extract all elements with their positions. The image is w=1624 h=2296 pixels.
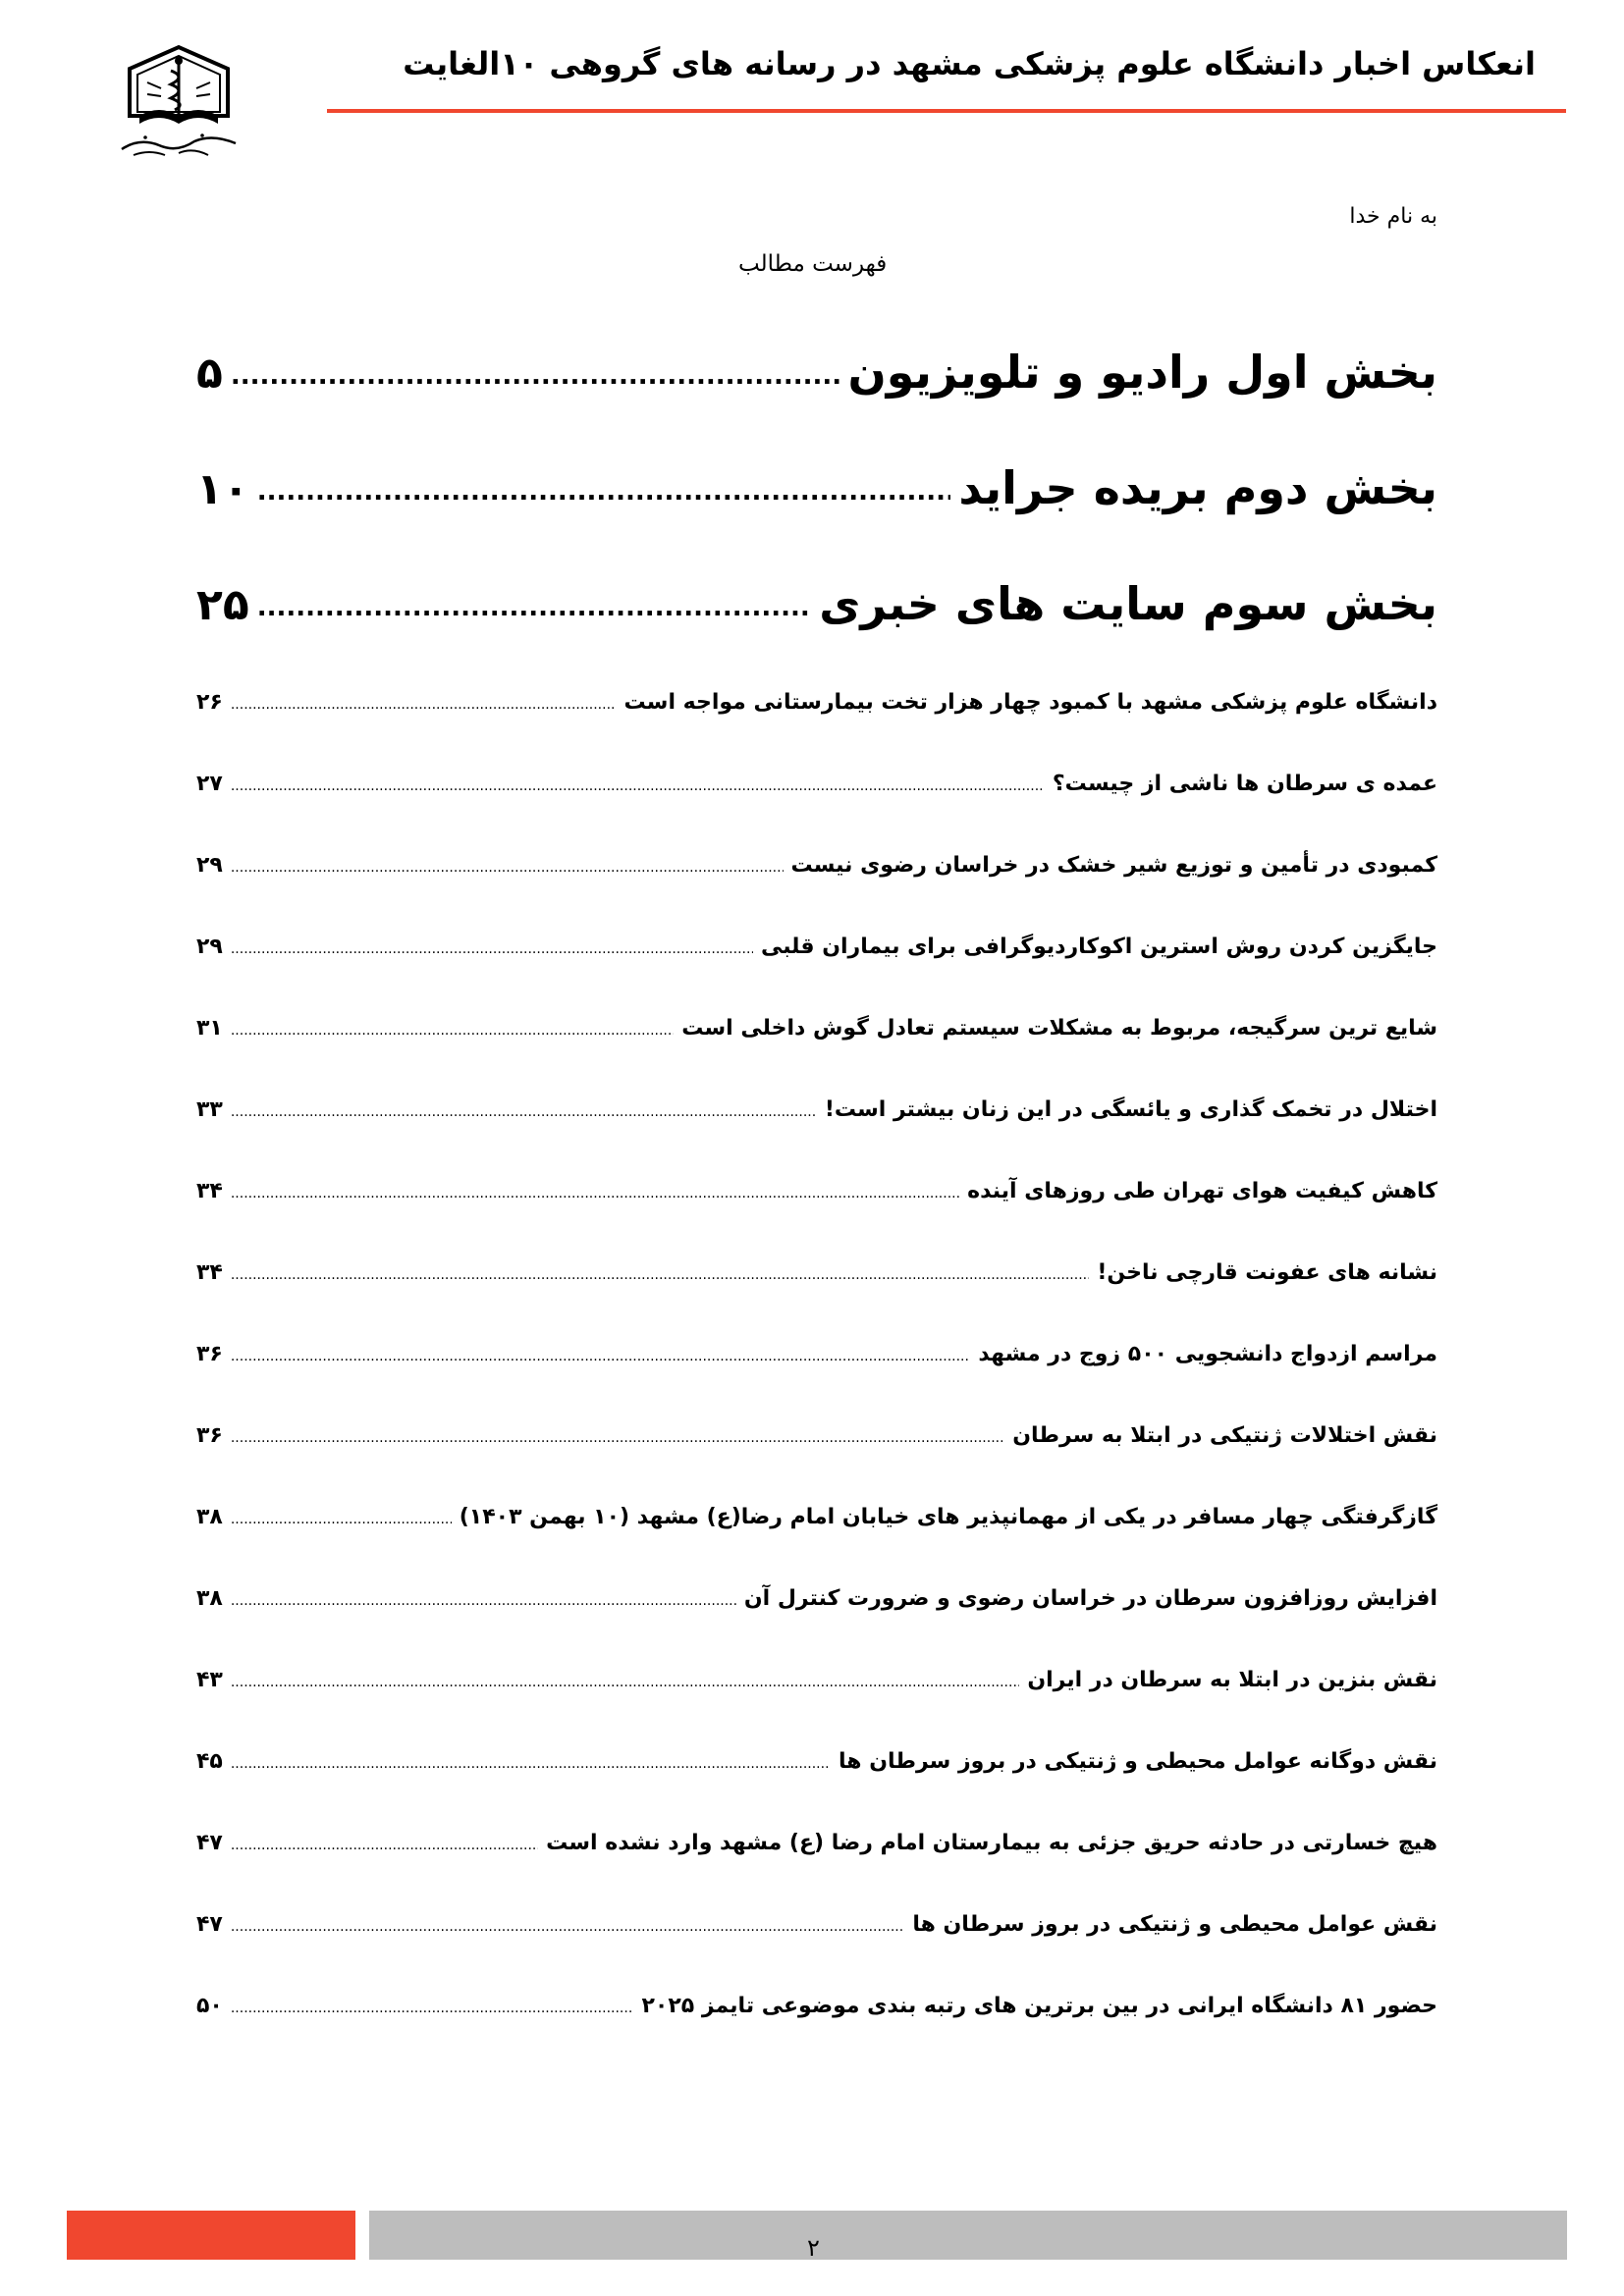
toc-entry-page-number: ۳۴ — [196, 1179, 223, 1203]
footer-accent-bar — [67, 2211, 355, 2260]
toc-section-page-number: ۵ — [196, 348, 223, 399]
toc-entry-row[interactable] — [196, 1749, 1437, 1774]
dot-leader — [231, 1350, 971, 1363]
dot-leader — [231, 698, 617, 712]
toc-entry-row[interactable] — [196, 1179, 1437, 1203]
toc-entry-row[interactable] — [196, 1097, 1437, 1122]
dot-leader — [231, 1105, 817, 1119]
toc-entry-row[interactable] — [196, 1342, 1437, 1366]
toc-entry-page-number: ۳۱ — [196, 1016, 223, 1041]
dot-leader — [231, 861, 784, 875]
table-of-contents-heading: فهرست مطالب — [738, 251, 888, 277]
toc-entry-row[interactable] — [196, 1586, 1437, 1611]
dot-leader — [231, 1187, 959, 1201]
toc-entry-page-number: ۴۷ — [196, 1831, 223, 1855]
dot-leader — [231, 1839, 538, 1852]
bismillah-line: به نام خدا — [1349, 204, 1437, 229]
toc-entry-title: نشانه های عفونت قارچی ناخن! — [1097, 1260, 1437, 1285]
toc-section-page-number: ۲۵ — [196, 580, 249, 630]
toc-entry-page-number: ۳۸ — [196, 1505, 223, 1529]
toc-entry-title: نقش اختلالات ژنتیکی در ابتلا به سرطان — [1012, 1423, 1437, 1448]
dot-leader — [231, 1024, 674, 1038]
toc-entry-title: هیچ خسارتی در حادثه حریق جزئی به بیمارستان امام رضا (ع) مشهد وارد نشده است — [546, 1831, 1437, 1855]
toc-section-row[interactable] — [196, 577, 1437, 630]
dot-leader — [231, 1513, 452, 1526]
dot-leader — [231, 1268, 1089, 1282]
toc-entry-title: اختلال در تخمک گذاری و یائسگی در این زنان بیشتر است! — [824, 1097, 1437, 1122]
toc-entry-title: حضور ۸۱ دانشگاه ایرانی در بین برترین های رتبه بندی موضوعی تایمز ۲۰۲۵ — [641, 1994, 1437, 2018]
toc-entry-row[interactable] — [196, 1912, 1437, 1937]
toc-entry-page-number: ۳۶ — [196, 1342, 223, 1366]
toc-entry-page-number: ۳۴ — [196, 1260, 223, 1285]
dot-leader — [231, 1431, 1004, 1445]
page-number: ۲ — [807, 2234, 820, 2262]
toc-entry-title: عمده ی سرطان ها ناشی از چیست؟ — [1052, 772, 1437, 796]
toc-entry-row[interactable] — [196, 1994, 1437, 2018]
toc-entry-title: کمبودی در تأمین و توزیع شیر خشک در خراسان رضوی نیست — [790, 853, 1437, 878]
toc-entry-row[interactable] — [196, 1505, 1437, 1529]
toc-section-title: بخش دوم بریده جراید — [958, 461, 1437, 514]
toc-entry-title: گازگرفتگی چهار مسافر در یکی از مهمانپذیر های خیابان امام رضا(ع) مشهد (۱۰ بهمن ۱۴۰۳) — [459, 1505, 1437, 1529]
dot-leader — [231, 779, 1045, 793]
toc-section-page-number: ۱۰ — [196, 464, 249, 514]
dot-leader — [231, 1757, 831, 1771]
toc-entry-title: نقش بنزین در ابتلا به سرطان در ایران — [1027, 1668, 1437, 1692]
toc-entry-title: نقش عوامل محیطی و ژنتیکی در بروز سرطان ها — [912, 1912, 1437, 1937]
dot-leader — [231, 1676, 1019, 1689]
toc-entry-row[interactable] — [196, 934, 1437, 959]
footer-gray-bar — [369, 2211, 1567, 2260]
toc-entry-row[interactable] — [196, 1831, 1437, 1855]
toc-entry-page-number: ۲۹ — [196, 934, 223, 959]
dot-leader — [231, 1594, 736, 1608]
toc-entry-row[interactable] — [196, 1423, 1437, 1448]
toc-entry-row[interactable] — [196, 853, 1437, 878]
toc-section-title: بخش اول رادیو و تلویزیون — [847, 346, 1437, 399]
dot-leader — [231, 1920, 904, 1934]
toc-entry-page-number: ۲۷ — [196, 772, 223, 796]
toc-entry-title: مراسم ازدواج دانشجویی ۵۰۰ زوج در مشهد — [978, 1342, 1437, 1366]
toc-entry-row[interactable] — [196, 1016, 1437, 1041]
toc-entry-row[interactable] — [196, 1260, 1437, 1285]
toc-entry-page-number: ۳۳ — [196, 1097, 223, 1122]
dot-leader — [231, 363, 840, 389]
toc-entry-page-number: ۵۰ — [196, 1994, 223, 2018]
toc-entry-title: افزایش روزافزون سرطان در خراسان رضوی و ضرورت کنترل آن — [743, 1586, 1437, 1611]
toc-entry-page-number: ۴۵ — [196, 1749, 223, 1774]
toc-entry-page-number: ۲۹ — [196, 853, 223, 878]
toc-entry-title: شایع ترین سرگیجه، مربوط به مشکلات سیستم تعادل گوش داخلی است — [681, 1016, 1437, 1041]
toc-section-row[interactable] — [196, 461, 1437, 514]
toc-section-row[interactable] — [196, 346, 1437, 399]
document-header-title: انعکاس اخبار دانشگاه علوم پزشکی مشهد در رسانه های گروهی ۱۰الغایت — [403, 45, 1536, 82]
toc-entry-title: جایگزین کردن روش استرین اکوکاردیوگرافی برای بیماران قلبی — [760, 934, 1437, 959]
toc-entry-row[interactable] — [196, 690, 1437, 715]
dot-leader — [231, 2002, 634, 2015]
toc-entry-title: کاهش کیفیت هوای تهران طی روزهای آینده — [967, 1179, 1437, 1203]
toc-entry-page-number: ۴۳ — [196, 1668, 223, 1692]
dot-leader — [257, 479, 951, 505]
toc-entry-page-number: ۳۸ — [196, 1586, 223, 1611]
toc-entry-row[interactable] — [196, 772, 1437, 796]
dot-leader — [257, 595, 811, 620]
dot-leader — [231, 942, 753, 956]
toc-section-title: بخش سوم سایت های خبری — [819, 577, 1437, 630]
toc-entry-page-number: ۳۶ — [196, 1423, 223, 1448]
toc-entry-title: دانشگاه علوم پزشکی مشهد با کمبود چهار هزار تخت بیمارستانی مواجه است — [623, 690, 1437, 715]
toc-entry-page-number: ۲۶ — [196, 690, 223, 715]
toc-entry-row[interactable] — [196, 1668, 1437, 1692]
toc-entry-page-number: ۴۷ — [196, 1912, 223, 1937]
toc-entry-title: نقش دوگانه عوامل محیطی و ژنتیکی در بروز سرطان ها — [839, 1749, 1437, 1774]
